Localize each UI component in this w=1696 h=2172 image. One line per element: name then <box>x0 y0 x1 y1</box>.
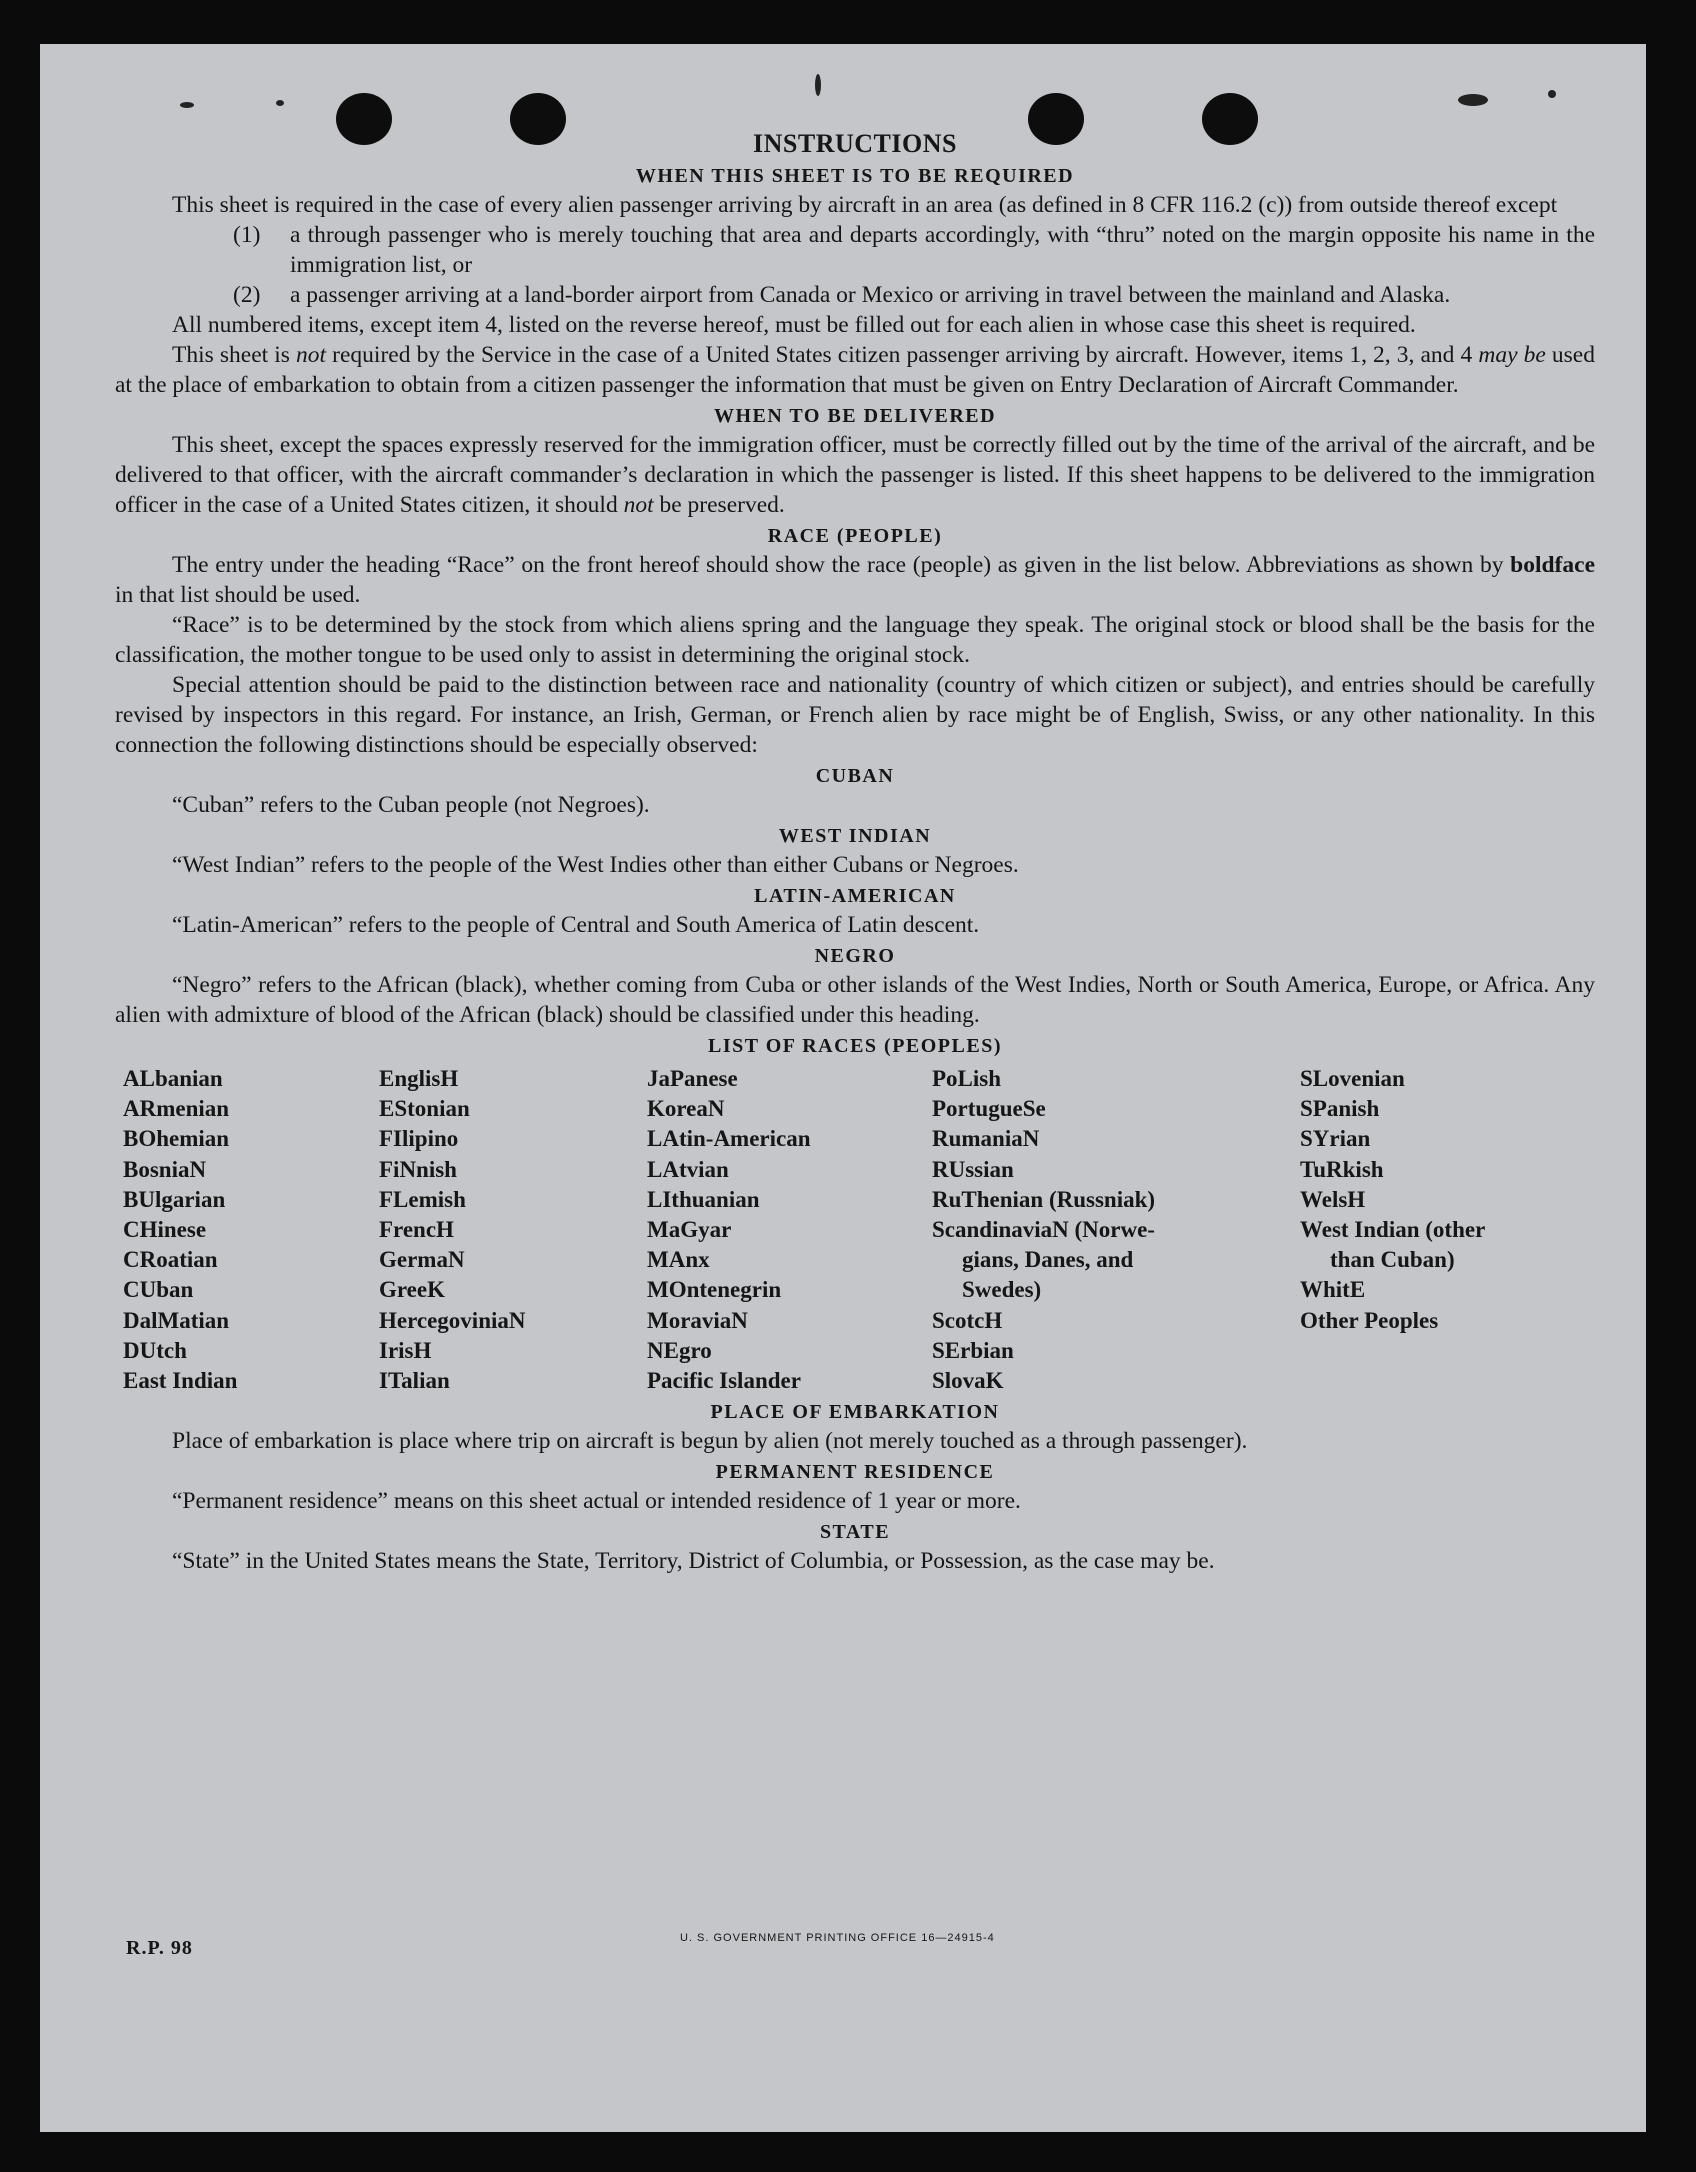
required-intro: This sheet is required in the case of every alien passenger arriving by aircraft in an area (as defined in 8 CFR 116.2 (c)) from outside thereof except <box>172 192 1558 218</box>
ink-speck <box>180 102 194 108</box>
race-list-item: Other Peoples <box>1300 1307 1439 1333</box>
heading-place-of-embarkation: PLACE OF EMBARKATION <box>710 1401 1000 1424</box>
race-list-item: HercegoviniaN <box>379 1307 526 1333</box>
citizen-emphasis-may-be: may be <box>1478 342 1546 368</box>
race-list-item: TuRkish <box>1300 1156 1384 1182</box>
heading-when-required: WHEN THIS SHEET IS TO BE REQUIRED <box>635 165 1075 187</box>
race-list-item: PoLish <box>932 1066 1002 1091</box>
race-list-item: FLemish <box>379 1186 466 1212</box>
state-paragraph: “State” in the United States means the State, Territory, District of Columbia, or Possession, as the case may be. <box>172 1548 1215 1575</box>
race-column-3 <box>647 1064 932 1396</box>
ink-speck <box>276 100 284 106</box>
race-list-item: Pacific Islander <box>647 1368 801 1394</box>
race-list-item: CUban <box>123 1277 194 1303</box>
race-list-item: NEgro <box>647 1337 712 1363</box>
heading-permanent-residence: PERMANENT RESIDENCE <box>715 1461 995 1484</box>
race-text: The entry under the heading “Race” on the front hereof should show the race (people) as given in the list below. Abbreviations as shown by <box>172 552 1511 578</box>
delivered-emphasis-not: not <box>623 492 654 518</box>
exception-text: a passenger arriving at a land-border airport from Canada or Mexico or arriving in travel between the mainland and Alaska. <box>290 282 1451 308</box>
heading-state: STATE <box>819 1521 891 1544</box>
race-text: in that list should be used. <box>115 582 361 608</box>
delivered-paragraph <box>115 430 1595 520</box>
page-title: INSTRUCTIONS <box>753 129 957 158</box>
race-column-4 <box>932 1064 1300 1396</box>
negro-paragraph: “Negro” refers to the African (black), whether coming from Cuba or other islands of the West Indies, North or South America, Europe, or Africa. Any alien with admixture of blood of the African (black) should be classified under this heading. <box>115 972 1595 1028</box>
race-list-item: BOhemian <box>123 1126 230 1152</box>
race-list-item: PortugueSe <box>932 1096 1046 1122</box>
race-list-item: LAtin-American <box>647 1126 811 1152</box>
embarkation-paragraph: Place of embarkation is place where trip on aircraft is begun by alien (not merely touched as a through passenger). <box>172 1428 1248 1455</box>
citizen-emphasis-not: not <box>296 342 327 368</box>
race-list-item: RuThenian (Russniak) <box>932 1186 1156 1212</box>
race-list-item: FrencH <box>379 1217 454 1243</box>
race-list-item: FiNnish <box>379 1156 457 1182</box>
race-list-item: RUssian <box>932 1156 1014 1182</box>
race-list-item: ScotcH <box>932 1307 1003 1333</box>
heading-negro: NEGRO <box>814 945 896 967</box>
race-list <box>123 1064 1595 1396</box>
numbered-items-paragraph: All numbered items, except item 4, listed on the reverse hereof, must be filled out for each alien in whose case this sheet is required. <box>172 312 1416 338</box>
race-list-item: LIthuanian <box>647 1186 760 1212</box>
race-list-item: LAtvian <box>647 1156 729 1182</box>
race-list-item: SErbian <box>932 1337 1014 1363</box>
printer-imprint: U. S. GOVERNMENT PRINTING OFFICE 16—24915-4 <box>680 1932 995 1944</box>
delivered-text: This sheet, except the spaces expressly reserved for the immigration officer, must be correctly filled out by the time of the arrival of the aircraft, and be delivered to that officer, with the aircraft commander’s declaration in which the passenger is listed. If this sheet happens to be delivered to the immigration officer in the case of a United States citizen, it should <box>115 432 1595 518</box>
race-list-item: GermaN <box>379 1247 465 1273</box>
race-list-item: WelsH <box>1300 1186 1366 1212</box>
ink-speck <box>815 74 821 96</box>
race-list-item: SlovaK <box>932 1368 1004 1394</box>
exception-item-2 <box>233 280 1595 310</box>
citizen-text: used at the place of embarkation to obtain from a citizen passenger the information that must be given on Entry Declaration of Aircraft Commander. <box>115 342 1595 398</box>
west-indian-paragraph: “West Indian” refers to the people of the West Indies other than either Cubans or Negroes. <box>172 852 1019 878</box>
race-list-item: WhitE <box>1300 1277 1366 1303</box>
citizen-text: This sheet is <box>172 342 297 368</box>
race-list-item: ALbanian <box>123 1066 223 1091</box>
race-paragraph-3: Special attention should be paid to the distinction between race and nationality (country of which citizen or subject), and entries should be carefully revised by inspectors in this regard. For instance, an Irish, German, or French alien by race might be of English, Swiss, or any other nationality. In this connection the following distinctions should be especially observed: <box>115 672 1595 758</box>
race-list-item: EStonian <box>379 1096 470 1122</box>
race-boldface-word: boldface <box>1510 552 1595 578</box>
race-list-item: MaGyar <box>647 1217 732 1243</box>
race-list-item: JaPanese <box>647 1066 738 1091</box>
heading-list-of-races: LIST OF RACES (PEOPLES) <box>707 1035 1002 1057</box>
race-list-item: than Cuban) <box>1330 1247 1455 1273</box>
race-list-item: IrisH <box>379 1337 432 1363</box>
race-list-item: East Indian <box>123 1368 238 1394</box>
race-list-item: Swedes) <box>962 1277 1042 1303</box>
race-column-5 <box>1300 1064 1560 1396</box>
race-list-item: FIlipino <box>379 1126 459 1152</box>
race-list-item: MOntenegrin <box>647 1277 782 1303</box>
race-list-item: gians, Danes, and <box>962 1247 1134 1273</box>
delivered-text: be preserved. <box>653 492 785 518</box>
race-column-2 <box>379 1064 647 1396</box>
heading-latin-american: LATIN-AMERICAN <box>754 885 956 907</box>
race-list-item: CHinese <box>123 1217 207 1243</box>
race-list-item: SLovenian <box>1300 1066 1405 1091</box>
race-paragraph-2: “Race” is to be determined by the stock from which aliens spring and the language they speak. The original stock or blood shall be the basis for the classification, the mother tongue to be used only to assist in determining the original stock. <box>115 612 1595 668</box>
race-list-item: KoreaN <box>647 1096 725 1122</box>
race-list-item: SPanish <box>1300 1096 1380 1122</box>
exception-text: a through passenger who is merely touching that area and departs accordingly, with “thru” noted on the margin opposite his name in the immigration list, or <box>290 222 1595 278</box>
race-list-item: DUtch <box>123 1337 187 1363</box>
race-list-item: RumaniaN <box>932 1126 1040 1152</box>
ink-speck <box>1458 94 1488 106</box>
form-number: R.P. 98 <box>126 1937 193 1959</box>
exception-number: (2) <box>233 282 261 308</box>
citizen-text: required by the Service in the case of a United States citizen passenger arriving by aircraft. However, items 1, 2, 3, and 4 <box>326 342 1479 368</box>
latin-american-paragraph: “Latin-American” refers to the people of Central and South America of Latin descent. <box>172 912 980 938</box>
exception-item-1 <box>233 220 1595 280</box>
race-list-item: BUlgarian <box>123 1186 226 1212</box>
race-list-item: MAnx <box>647 1247 710 1273</box>
race-list-item: ARmenian <box>123 1096 230 1122</box>
residence-paragraph: “Permanent residence” means on this sheet actual or intended residence of 1 year or more. <box>172 1488 1021 1515</box>
race-list-item: CRoatian <box>123 1247 218 1273</box>
race-list-item: DalMatian <box>123 1307 230 1333</box>
race-list-item: EnglisH <box>379 1066 459 1091</box>
race-list-item: SYrian <box>1300 1126 1371 1152</box>
instructions-content <box>115 128 1595 1576</box>
document-sheet <box>40 44 1646 2132</box>
heading-when-delivered: WHEN TO BE DELIVERED <box>713 405 997 427</box>
race-list-item: GreeK <box>379 1277 445 1303</box>
cuban-paragraph: “Cuban” refers to the Cuban people (not Negroes). <box>172 792 650 818</box>
heading-race: RACE (PEOPLE) <box>767 525 943 547</box>
citizen-paragraph <box>115 340 1595 400</box>
race-paragraph-1 <box>115 550 1595 610</box>
exception-number: (1) <box>233 222 261 248</box>
race-list-item: BosniaN <box>123 1156 207 1182</box>
race-list-item: ScandinaviaN (Norwe- <box>932 1217 1155 1243</box>
heading-cuban: CUBAN <box>815 765 895 787</box>
race-list-item: ITalian <box>379 1368 450 1394</box>
ink-speck <box>1548 90 1556 98</box>
race-list-item: MoraviaN <box>647 1307 748 1333</box>
heading-west-indian: WEST INDIAN <box>778 825 932 847</box>
race-list-item: West Indian (other <box>1300 1217 1486 1243</box>
race-column-1 <box>123 1064 379 1396</box>
